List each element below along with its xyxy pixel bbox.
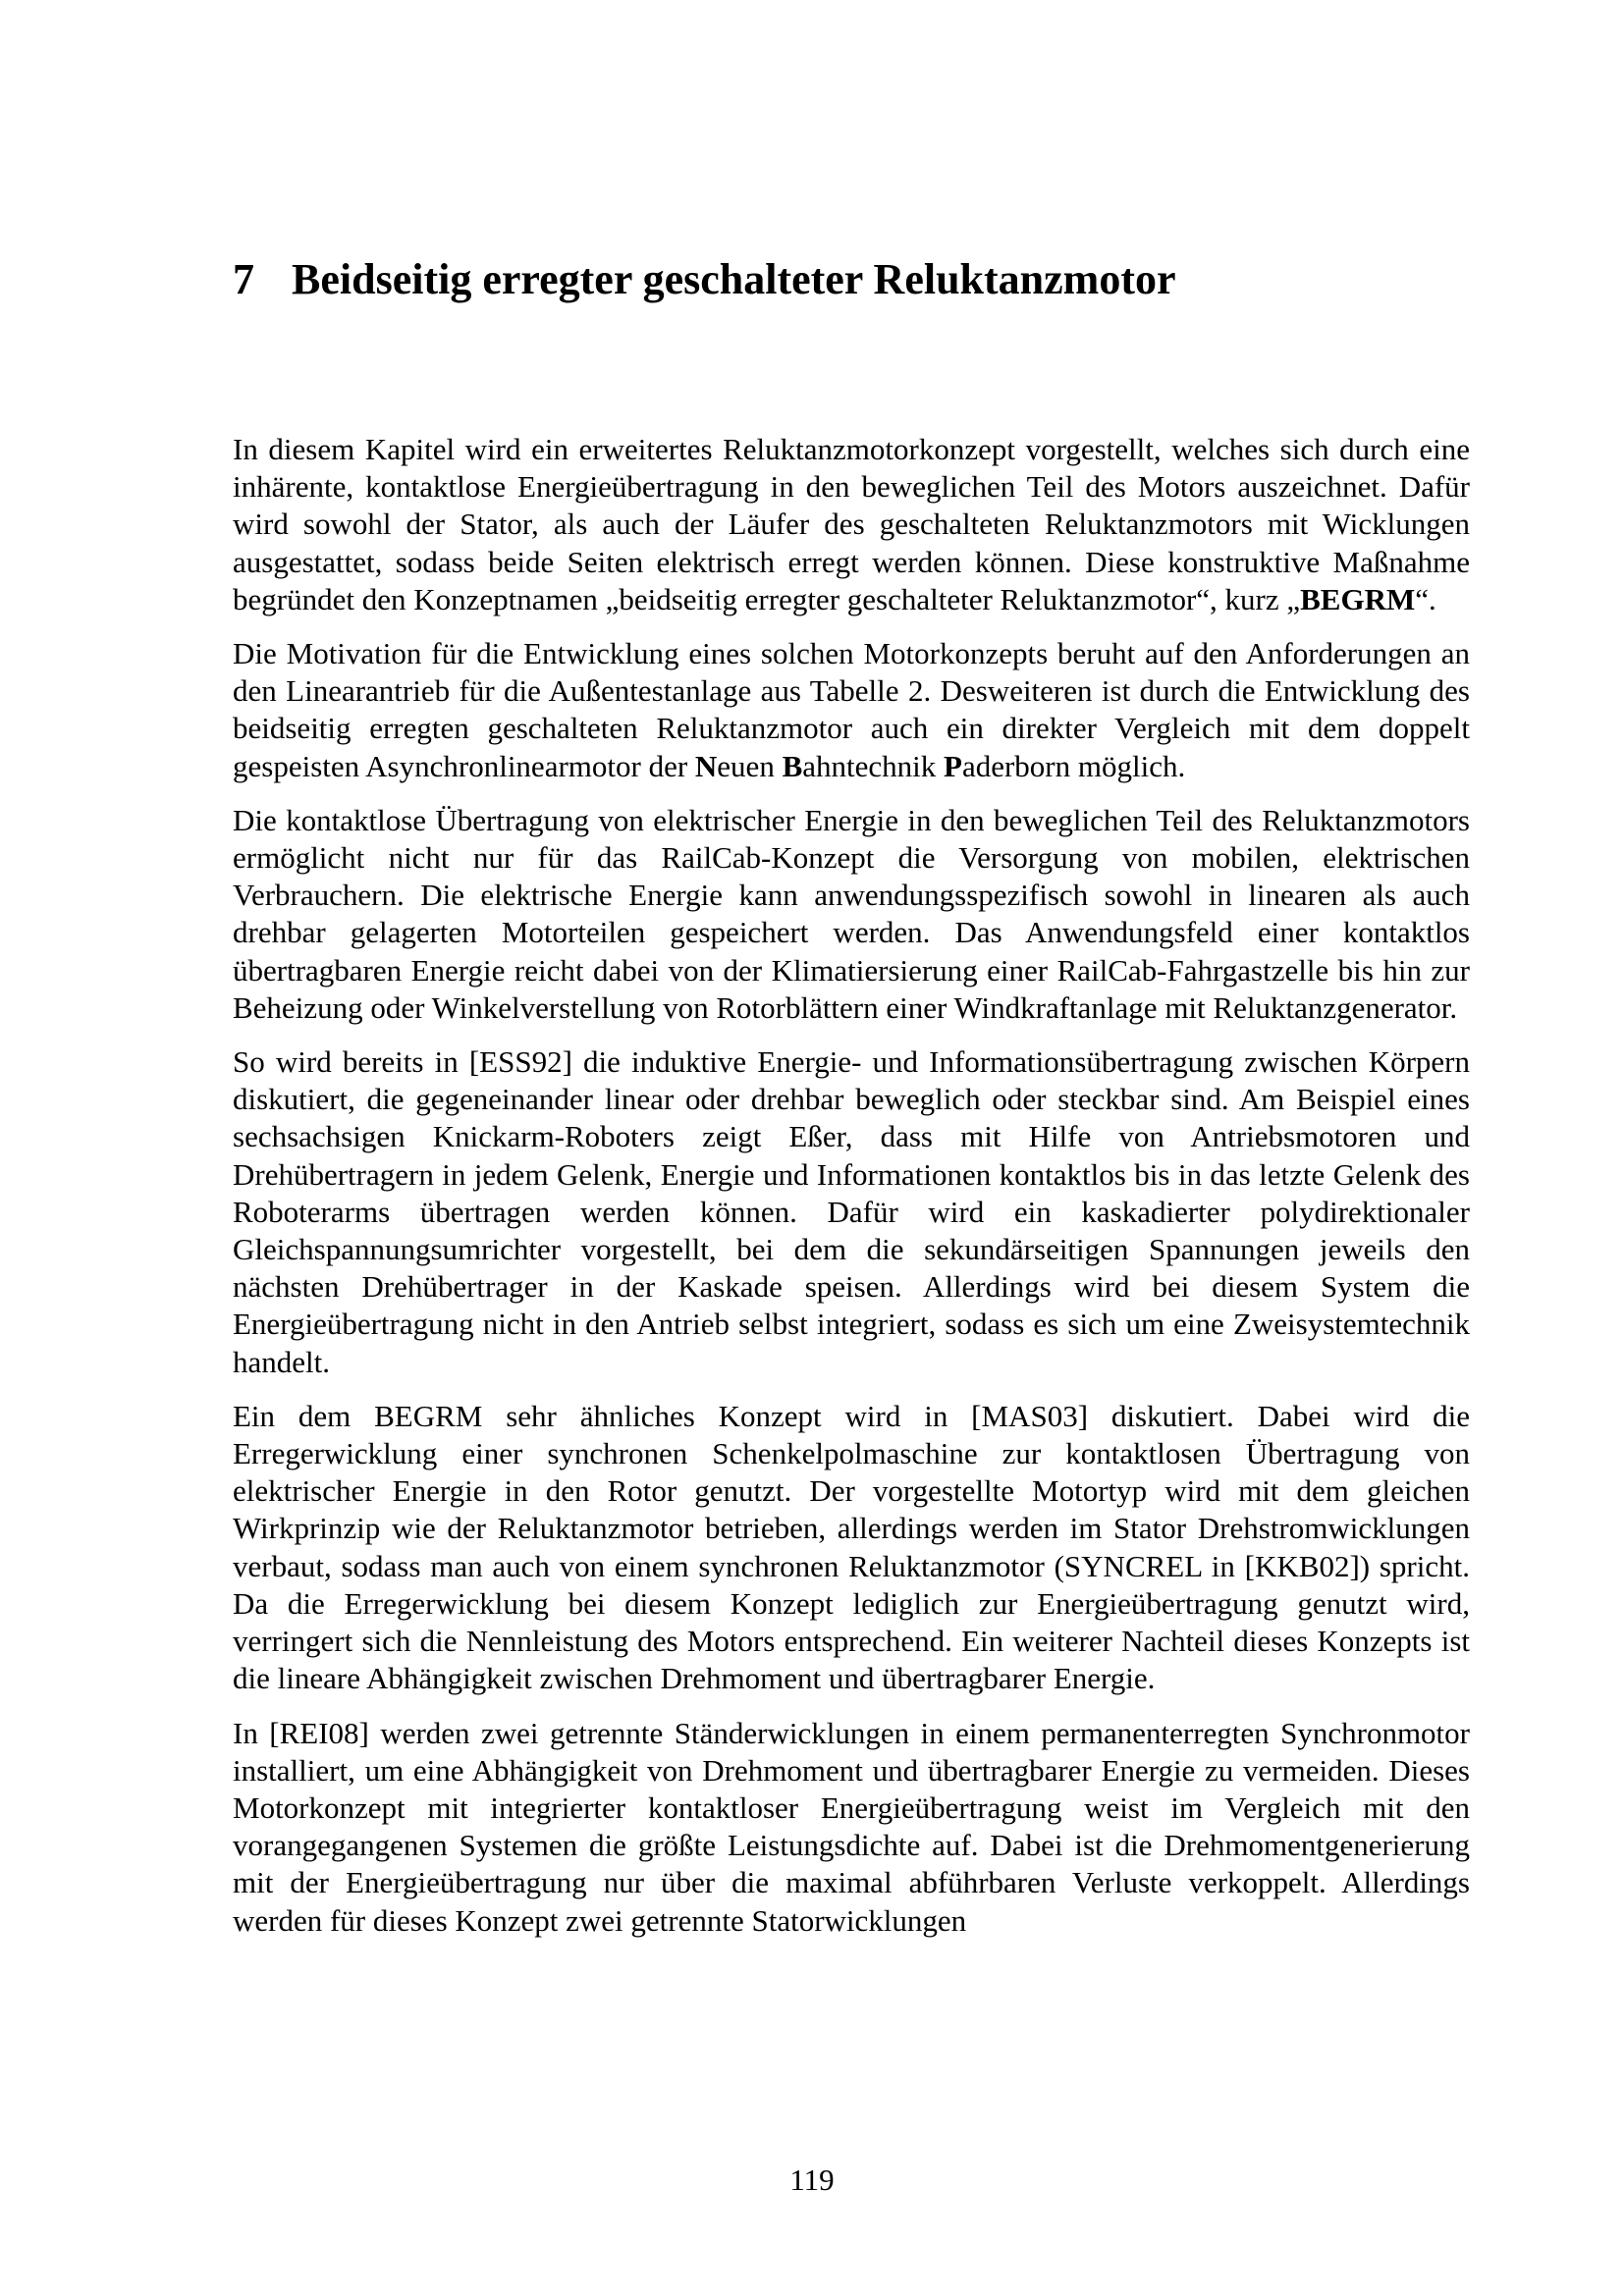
- nbp-rest-bahntechnik: ahntechnik: [802, 748, 945, 783]
- intro-closing-quote: “.: [1415, 581, 1436, 616]
- nbp-initial-b: B: [782, 748, 803, 783]
- paragraph-mas03: Ein dem BEGRM sehr ähnliches Konzept wird in [MAS03] diskutiert. Dabei wird die Erregerwicklung einer synchronen Schenkelpolmaschine zur kontaktlosen Übertragung von elektrischer Energie in den Rotor genutzt. Der vorgestellte Motortyp wird mit dem gleichen Wirkprinzip wie der Reluktanzmotor betrieben, allerdings werden im Stator Drehstromwicklungen verbaut, sodass man auch von einem synchronen Reluktanzmotor (SYNCREL in [KKB02]) spricht. Da die Erregerwicklung bei diesem Konzept lediglich zur Energieübertragung genutzt wird, verringert sich die Nennleistung des Motors entsprechend. Ein weiterer Nachteil dieses Konzepts ist die lineare Abhängigkeit zwischen Drehmoment und übertragbarer Energie.: [233, 1398, 1470, 1696]
- paragraph-contactless-transfer: Die kontaktlose Übertragung von elektrischer Energie in den beweglichen Teil des Reluktanzmotors ermöglicht nicht nur für das RailCab-Konzept die Versorgung von mobilen, elektrischen Verbrauchern. Die elektrische Energie kann anwendungsspezifisch sowohl in linearen als auch drehbar gelagerten Motorteilen gespeichert werden. Das Anwendungsfeld einer kontaktlos übertragbaren Energie reicht dabei von der Klimatiersierung einer RailCab-Fahrgastzelle bis hin zur Beheizung oder Winkelverstellung von Rotorblättern einer Windkraftanlage mit Reluktanzgenerator.: [233, 802, 1470, 1025]
- paragraph-motivation: [233, 635, 1470, 785]
- intro-text: In diesem Kapitel wird ein erweitertes Reluktanzmotorkonzept vorgestellt, welches sich durch eine inhärente, kontaktlose Energieübertragung in den beweglichen Teil des Motors auszeichnet. Dafür wird sowohl der Stator, als auch der Läufer des geschalteten Reluktanzmotors mit Wicklungen ausgestattet, sodass beide Seiten elektrisch erregt werden können. Diese konstruktive Maßnahme begründet den Konzeptnamen „beidseitig erregter geschalteter Reluktanzmotor“, kurz „: [233, 432, 1470, 616]
- chapter-title: Beidseitig erregter geschalteter Reluktanzmotor: [292, 255, 1176, 303]
- begrm-abbreviation: BEGRM: [1300, 581, 1416, 616]
- body-text: [233, 431, 1470, 1956]
- paragraph-rei08: In [REI08] werden zwei getrennte Ständerwicklungen in einem permanenterregten Synchronmotor installiert, um eine Abhängigkeit von Drehmoment und übertragbarer Energie zu vermeiden. Dieses Motorkonzept mit integrierter kontaktloser Energieübertragung weist im Vergleich mit den vorangegangenen Systemen die größte Leistungsdichte auf. Dabei ist die Drehmomentgenerierung mit der Energieübertragung nur über die maximal abführbaren Verluste verkoppelt. Allerdings werden für dieses Konzept zwei getrennte Statorwicklungen: [233, 1715, 1470, 1938]
- chapter-heading: [233, 250, 1470, 309]
- paragraph-ess92: So wird bereits in [ESS92] die induktive Energie- und Informationsübertragung zwischen Körpern diskutiert, die gegeneinander linear oder drehbar beweglich oder steckbar sind. Am Beispiel eines sechsachsigen Knickarm-Roboters zeigt Eßer, dass mit Hilfe von Antriebsmotoren und Drehübertragern in jedem Gelenk, Energie und Informationen kontaktlos bis in das letzte Gelenk des Roboterarms übertragen werden können. Dafür wird ein kaskadierter polydirektionaler Gleichspannungsumrichter vorgestellt, bei dem die sekundärseitigen Spannungen jeweils den nächsten Drehübertrager in der Kaskade speisen. Allerdings wird bei diesem System die Energieübertragung nicht in den Antrieb selbst integriert, sodass es sich um eine Zweisystemtechnik handelt.: [233, 1044, 1470, 1379]
- page-number: 119: [789, 2163, 835, 2197]
- nbp-rest-paderborn: aderborn möglich.: [961, 748, 1186, 783]
- nbp-rest-neuen: euen: [717, 748, 783, 783]
- paragraph-intro: [233, 431, 1470, 618]
- nbp-initial-p: P: [944, 748, 962, 783]
- nbp-initial-n: N: [694, 748, 718, 783]
- motivation-text: Die Motivation für die Entwicklung eines solchen Motorkonzepts beruht auf den Anforderungen an den Linearantrieb für die Außentestanlage aus Tabelle 2. Desweiteren ist durch die Entwicklung des beidseitig erregten geschalteten Reluktanzmotor auch ein direkter Vergleich mit dem doppelt gespeisten Asynchronlinearmotor der: [233, 636, 1470, 783]
- chapter-number: 7: [233, 255, 254, 303]
